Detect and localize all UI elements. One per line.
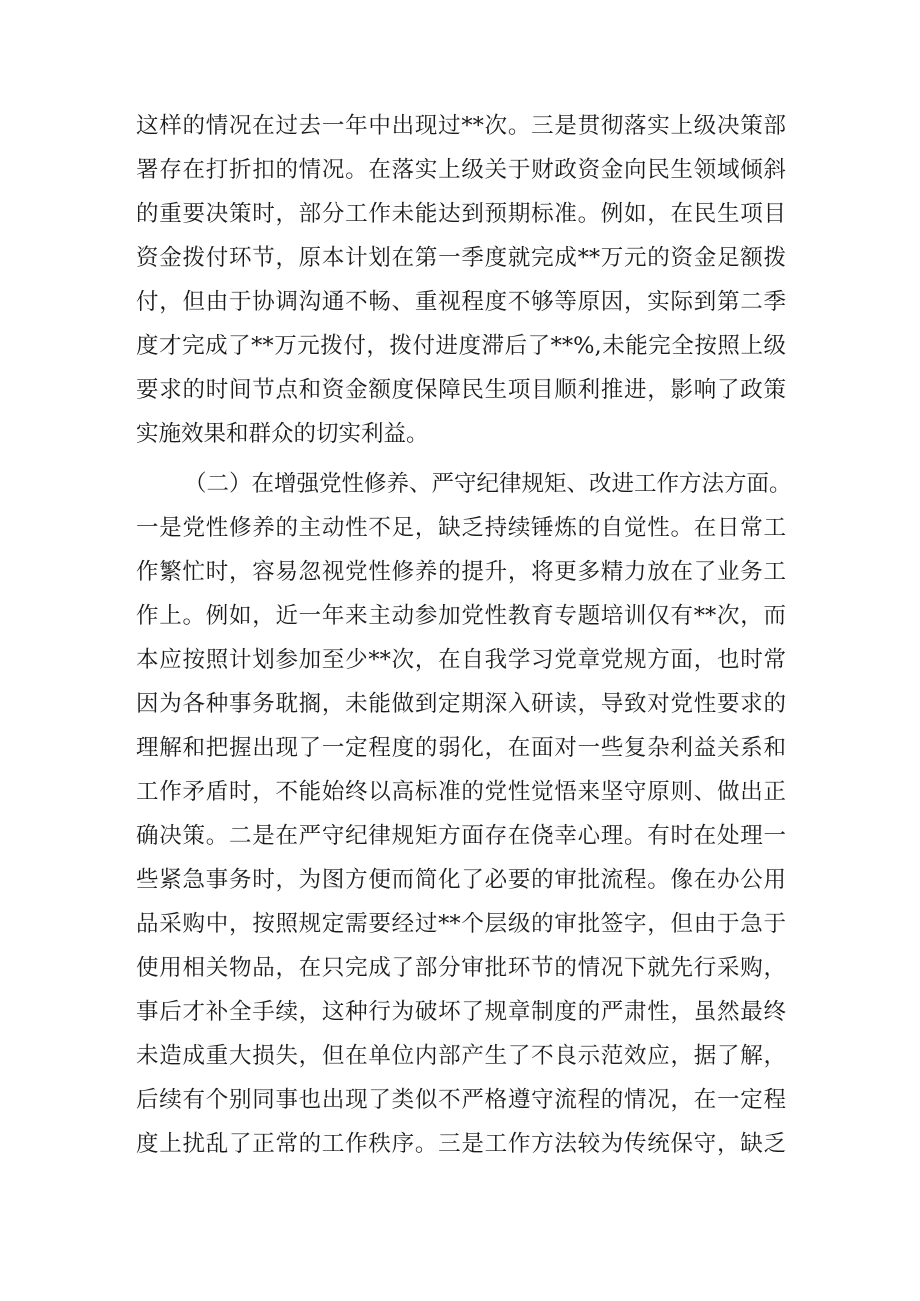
text-line: 品采购中，按照规定需要经过**个层级的审批签字，但由于急于 bbox=[136, 911, 786, 937]
text-line: 本应按照计划参加至少**次，在自我学习党章党规方面，也时常 bbox=[136, 647, 786, 673]
text-line: 事后才补全手续，这种行为破坏了规章制度的严肃性，虽然最终 bbox=[136, 999, 786, 1025]
text-line: 确决策。二是在严守纪律规矩方面存在侥幸心理。有时在处理一 bbox=[136, 823, 786, 849]
text-line: 资金拨付环节，原本计划在第一季度就完成**万元的资金足额拨 bbox=[136, 245, 786, 271]
text-line: 些紧急事务时，为图方便而简化了必要的审批流程。像在办公用 bbox=[136, 867, 786, 893]
text-line: 度才完成了**万元拨付，拨付进度滞后了**%,未能完全按照上级 bbox=[136, 333, 786, 359]
text-line: 要求的时间节点和资金额度保障民生项目顺利推进，影响了政策 bbox=[136, 377, 786, 403]
text-line: 实施效果和群众的切实利益。 bbox=[136, 421, 429, 447]
text-line: 的重要决策时，部分工作未能达到预期标准。例如，在民生项目 bbox=[136, 201, 786, 227]
text-line: 理解和把握出现了一定程度的弱化，在面对一些复杂利益关系和 bbox=[136, 735, 786, 761]
text-line: 一是党性修养的主动性不足，缺乏持续锤炼的自觉性。在日常工 bbox=[136, 515, 786, 541]
text-line: 这样的情况在过去一年中出现过**次。三是贯彻落实上级决策部 bbox=[136, 113, 786, 139]
text-line: 后续有个别同事也出现了类似不严格遵守流程的情况，在一定程 bbox=[136, 1087, 786, 1113]
text-line: 工作矛盾时，不能始终以高标准的党性觉悟来坚守原则、做出正 bbox=[136, 779, 786, 805]
text-line: 因为各种事务耽搁，未能做到定期深入研读，导致对党性要求的 bbox=[136, 691, 786, 717]
section-heading: （二）在增强党性修养、严守纪律规矩、改进工作方法方面。 bbox=[184, 471, 792, 497]
text-line: 作上。例如，近一年来主动参加党性教育专题培训仅有**次，而 bbox=[136, 603, 786, 629]
text-line: 度上扰乱了正常的工作秩序。三是工作方法较为传统保守，缺乏 bbox=[136, 1131, 786, 1157]
text-line: 未造成重大损失，但在单位内部产生了不良示范效应，据了解， bbox=[136, 1043, 786, 1069]
text-line: 付，但由于协调沟通不畅、重视程度不够等原因，实际到第二季 bbox=[136, 289, 786, 315]
text-line: 署存在打折扣的情况。在落实上级关于财政资金向民生领域倾斜 bbox=[136, 157, 786, 183]
text-line: 作繁忙时，容易忽视党性修养的提升，将更多精力放在了业务工 bbox=[136, 559, 786, 585]
text-line: 使用相关物品，在只完成了部分审批环节的情况下就先行采购， bbox=[136, 955, 786, 981]
